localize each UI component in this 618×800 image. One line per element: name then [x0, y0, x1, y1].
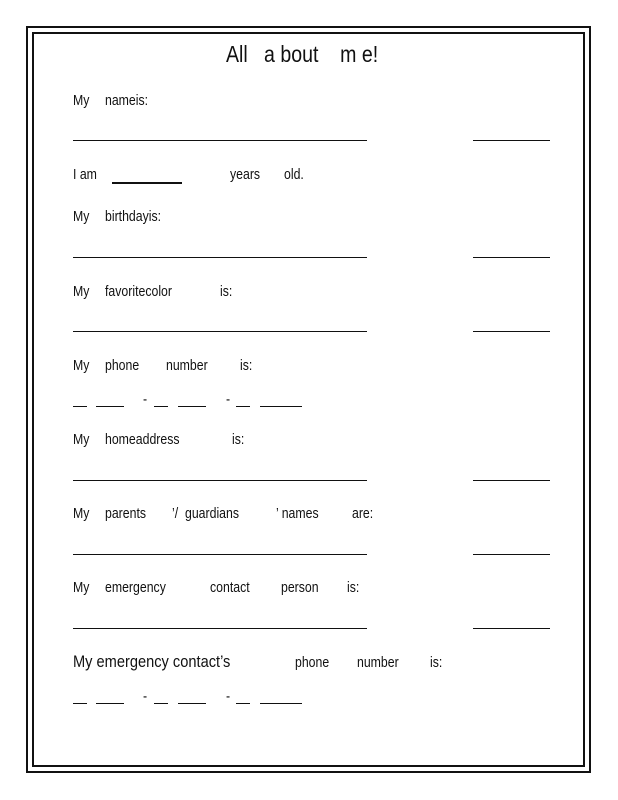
color-answer-line[interactable] [73, 331, 367, 332]
guardians-answer-line-short[interactable] [473, 554, 550, 555]
color-prompt-my: My [73, 283, 90, 300]
guardians-prompt-names: ’ names [276, 505, 319, 522]
guardians-answer-line[interactable] [73, 554, 367, 555]
emergency-person-prompt-my: My [73, 579, 90, 596]
phone-prompt-is: is: [240, 357, 253, 374]
emergency-phone-blank-3[interactable] [154, 703, 168, 704]
guardians-prompt-my: My [73, 505, 90, 522]
phone-separator-2: - [226, 391, 231, 408]
phone-blank-1[interactable] [73, 406, 87, 407]
phone-separator-1: - [143, 391, 148, 408]
age-prompt-old: old. [284, 166, 304, 183]
age-prompt-years: years [230, 166, 261, 183]
emergency-person-prompt-person: person [281, 579, 319, 596]
name-prompt-my: My [73, 92, 90, 109]
emergency-phone-blank-5[interactable] [236, 703, 250, 704]
emergency-phone-blank-4[interactable] [178, 703, 206, 704]
birthday-prompt-my: My [73, 208, 90, 225]
emergency-phone-prompt-is: is: [430, 654, 443, 671]
age-prompt-start: I am [73, 166, 97, 183]
emergency-person-prompt-emergency: emergency [105, 579, 166, 596]
phone-blank-2[interactable] [96, 406, 124, 407]
name-answer-line[interactable] [73, 140, 367, 141]
guardians-prompt-guardians: ’/ guardians [172, 505, 240, 522]
emergency-phone-blank-6[interactable] [260, 703, 302, 704]
worksheet-title: All a bout m e! [226, 41, 379, 67]
phone-prompt-my: My [73, 357, 90, 374]
emergency-person-answer-line-short[interactable] [473, 628, 550, 629]
phone-blank-4[interactable] [178, 406, 206, 407]
emergency-phone-separator-2: - [226, 688, 231, 705]
address-prompt-is: is: [232, 431, 245, 448]
emergency-phone-prompt-start: My emergency contact’s [73, 652, 231, 671]
address-answer-line-short[interactable] [473, 480, 550, 481]
emergency-phone-prompt-phone: phone [295, 654, 330, 671]
color-prompt-is: is: [220, 283, 233, 300]
phone-blank-3[interactable] [154, 406, 168, 407]
address-prompt-my: My [73, 431, 90, 448]
name-answer-line-short[interactable] [473, 140, 550, 141]
guardians-prompt-parents: parents [105, 505, 147, 522]
phone-blank-6[interactable] [260, 406, 302, 407]
guardians-prompt-are: are: [352, 505, 374, 522]
address-prompt-label: homeaddress [105, 431, 180, 448]
emergency-phone-prompt-number: number [357, 654, 399, 671]
birthday-prompt-label: birthdayis: [105, 208, 162, 225]
emergency-phone-separator-1: - [143, 688, 148, 705]
birthday-answer-line-short[interactable] [473, 257, 550, 258]
emergency-person-answer-line[interactable] [73, 628, 367, 629]
color-prompt-label: favoritecolor [105, 283, 172, 300]
birthday-answer-line[interactable] [73, 257, 367, 258]
age-answer-line[interactable] [112, 182, 182, 184]
address-answer-line[interactable] [73, 480, 367, 481]
phone-blank-5[interactable] [236, 406, 250, 407]
emergency-phone-blank-1[interactable] [73, 703, 87, 704]
emergency-person-prompt-contact: contact [210, 579, 250, 596]
emergency-person-prompt-is: is: [347, 579, 360, 596]
phone-prompt-phone: phone [105, 357, 140, 374]
phone-prompt-number: number [166, 357, 208, 374]
name-prompt-label: nameis: [105, 92, 149, 109]
emergency-phone-blank-2[interactable] [96, 703, 124, 704]
color-answer-line-short[interactable] [473, 331, 550, 332]
